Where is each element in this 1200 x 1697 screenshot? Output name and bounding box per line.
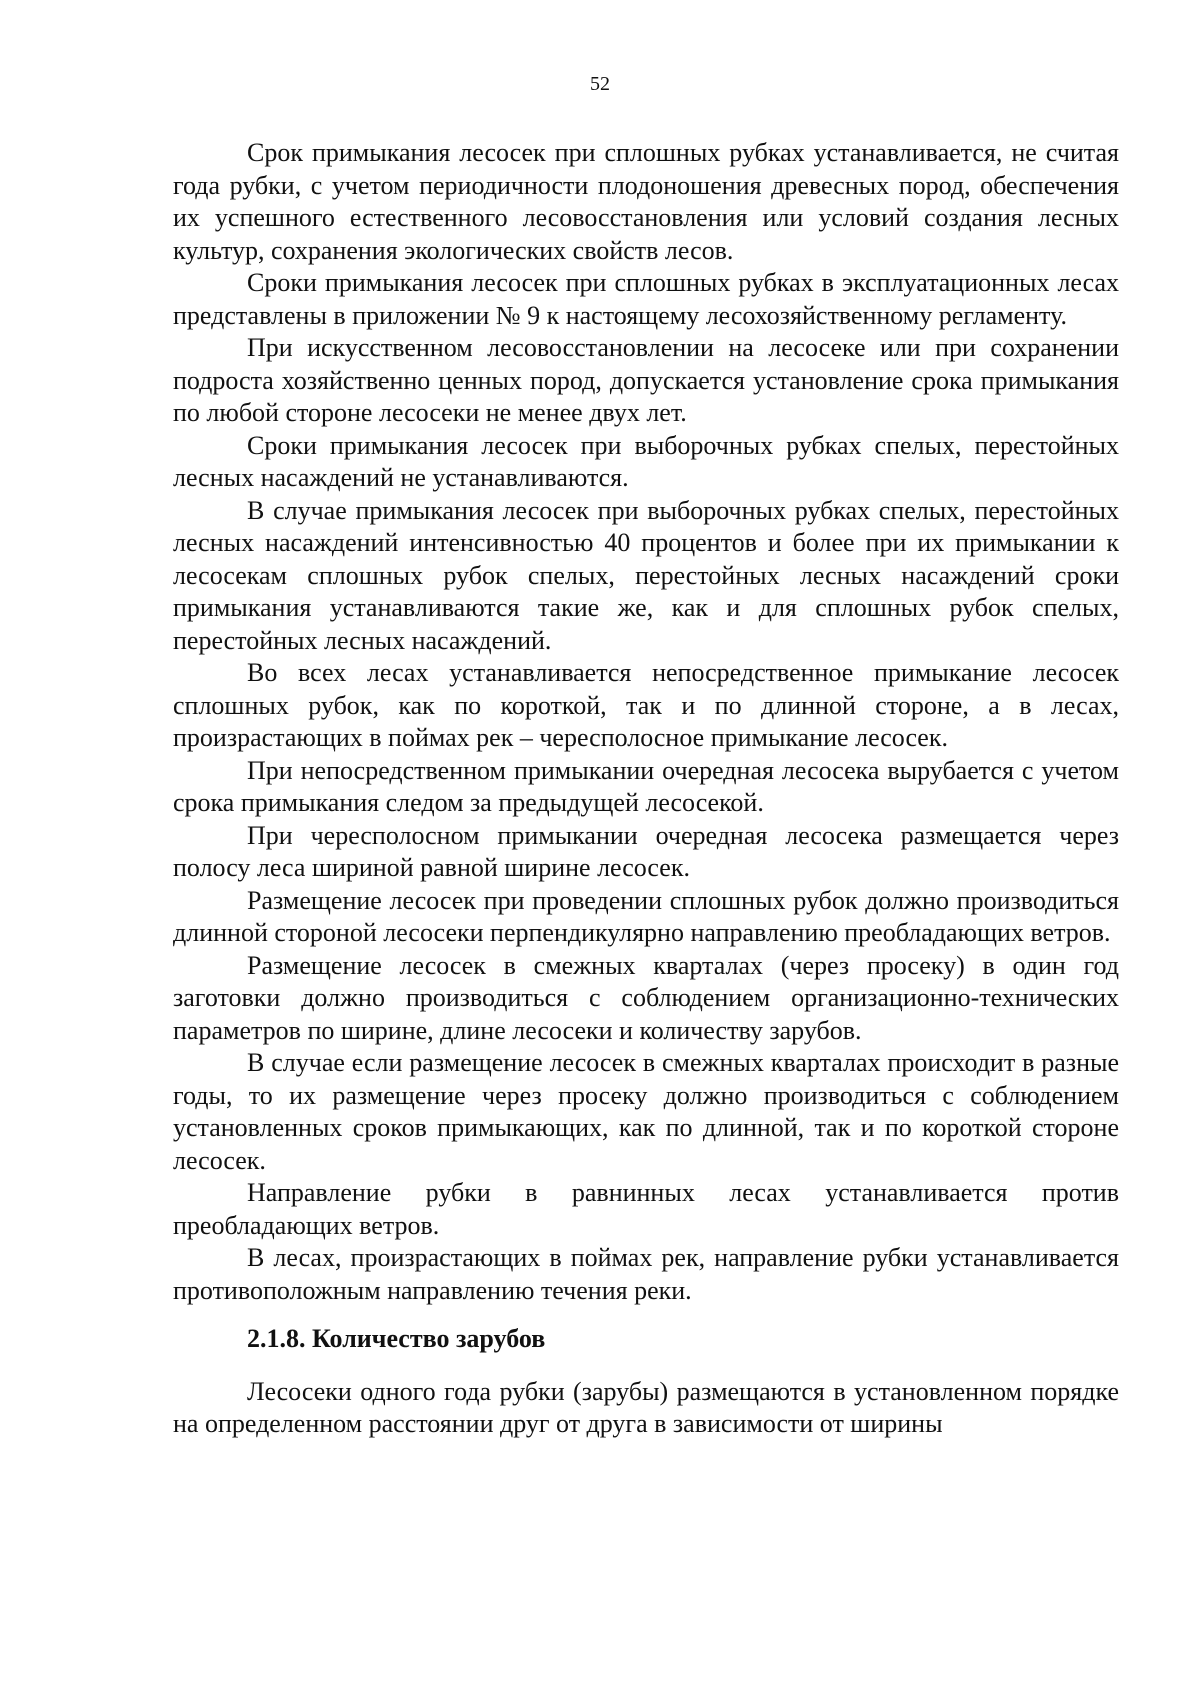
paragraph-6: Во всех лесах устанавливается непосредственное примыкание лесосек сплошных рубок, как по короткой, так и по длинной стороне, а в лесах, произрастающих в поймах рек – чересполосное примыкание лесосек. (173, 658, 1119, 752)
paragraph-9: Размещение лесосек при проведении сплошных рубок должно производиться длинной стороной лесосеки перпендикулярно направлению преобладающих ветров. (173, 885, 1119, 947)
paragraph-1: Срок примыкания лесосек при сплошных рубках устанавливается, не считая года рубки, с учетом периодичности плодоношения древесных пород, обеспечения их успешного естественного лесовосстановления или условий создания лесных культур, сохранения экологических свойств лесов. (173, 138, 1119, 265)
paragraph-14: Лесосеки одного года рубки (зарубы) размещаются в установленном порядке на определенном расстоянии друг от друга в зависимости от ширины (173, 1376, 1119, 1438)
paragraph-5: В случае примыкания лесосек при выборочных рубках спелых, перестойных лесных насаждений интенсивностью 40 процентов и более при их примыкании к лесосекам сплошных рубок спелых, перестойных лесных насаждений сроки примыкания устанавливаются такие же, как и для сплошных рубок спелых, перестойных лесных насаждений. (173, 495, 1119, 655)
paragraph-10: Размещение лесосек в смежных кварталах (через просеку) в один год заготовки должно производиться с соблюдением организационно-технических параметров по ширине, длине лесосеки и количеству зарубов. (173, 950, 1119, 1045)
paragraph-7: При непосредственном примыкании очередная лесосека вырубается с учетом срока примыкания следом за предыдущей лесосекой. (173, 755, 1119, 817)
paragraph-3: При искусственном лесовосстановлении на лесосеке или при сохранении подроста хозяйственно ценных пород, допускается установление срока примыкания по любой стороне лесосеки не менее двух лет. (173, 333, 1119, 427)
paragraph-2: Сроки примыкания лесосек при сплошных рубках в эксплуатационных лесах представлены в приложении № 9 к настоящему лесохозяйственному регламенту. (173, 268, 1119, 330)
page-number: 52 (590, 73, 610, 95)
paragraph-11: В случае если размещение лесосек в смежных кварталах происходит в разные годы, то их размещение через просеку должно производиться с соблюдением установленных сроков примыкающих, как по длинной, так и по короткой стороне лесосек. (173, 1048, 1119, 1175)
paragraph-8: При чересполосном примыкании очередная лесосека размещается через полосу леса шириной равной ширине лесосек. (173, 820, 1119, 882)
paragraph-4: Сроки примыкания лесосек при выборочных рубках спелых, перестойных лесных насаждений не устанавливаются. (173, 430, 1119, 492)
section-heading: 2.1.8. Количество зарубов (247, 1324, 546, 1353)
paragraph-13: В лесах, произрастающих в поймах рек, направление рубки устанавливается противоположным направлению течения реки. (173, 1243, 1119, 1305)
document-body (173, 137, 1119, 1441)
paragraph-12: Направление рубки в равнинных лесах устанавливается против преобладающих ветров. (173, 1178, 1119, 1240)
